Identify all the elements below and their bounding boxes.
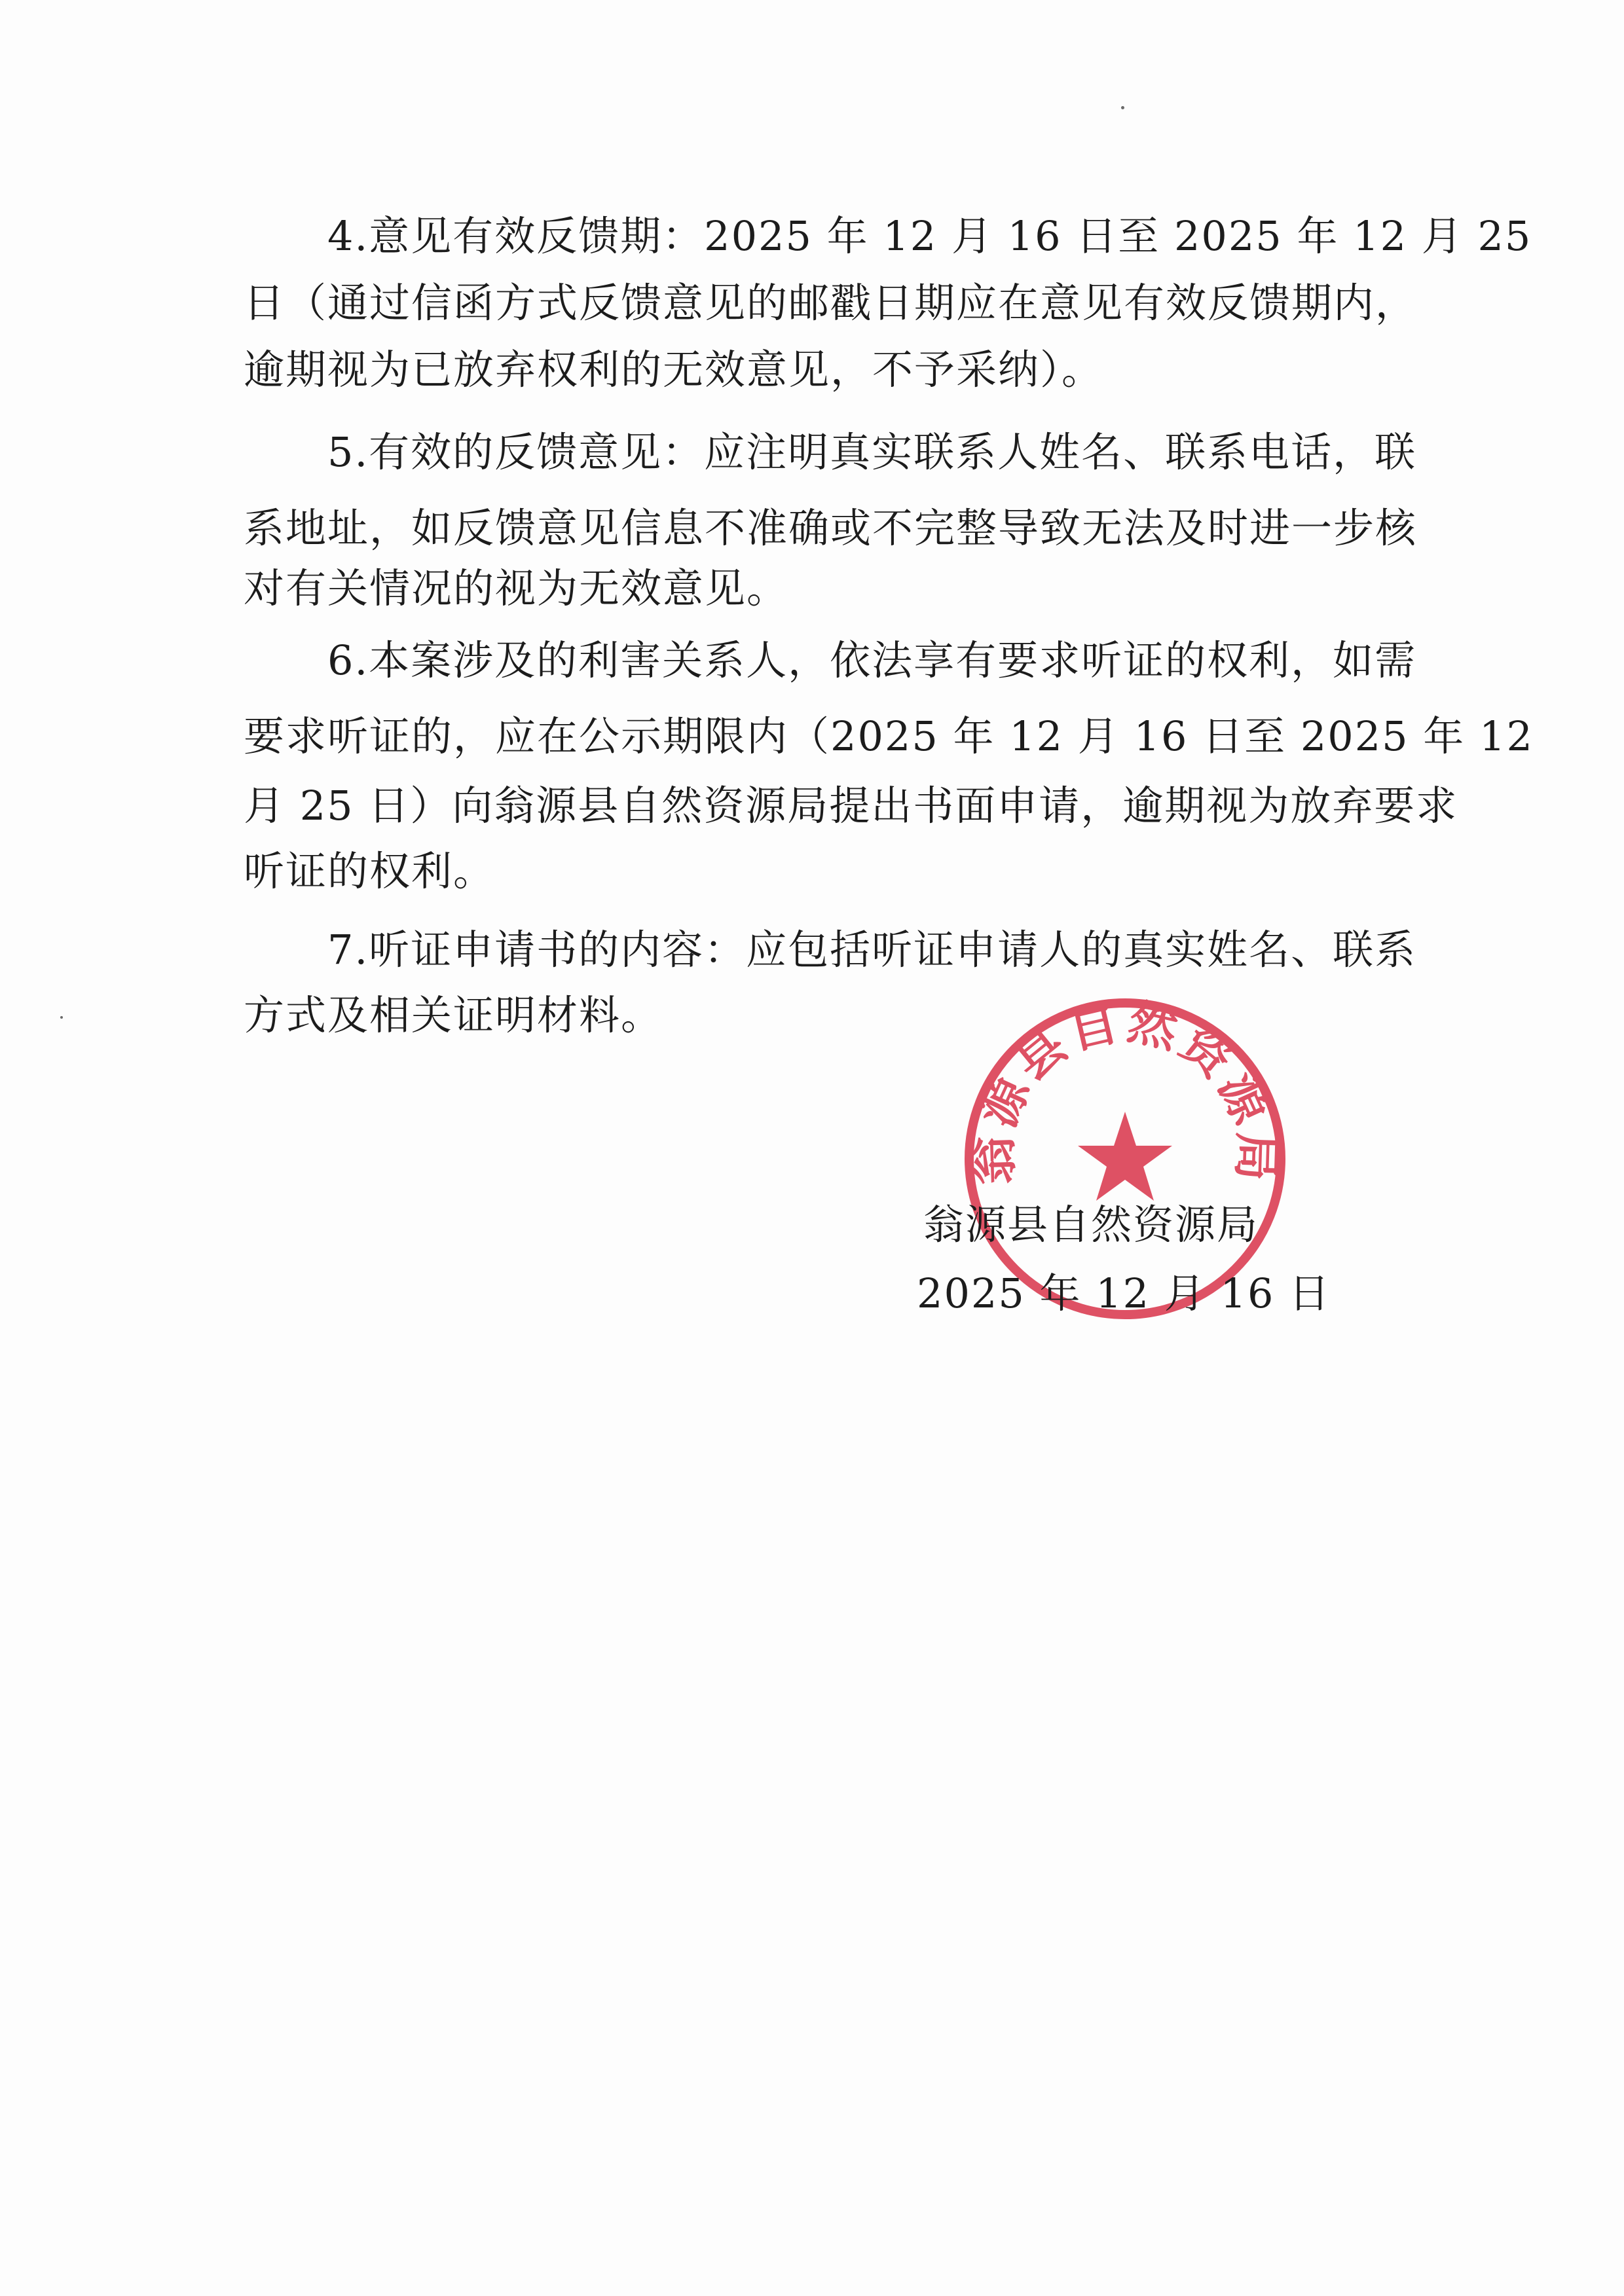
scan-speck [60, 1016, 63, 1019]
para5-line1: 5.有效的反馈意见：应注明真实联系人姓名、联系电话，联 [327, 428, 1417, 476]
signature-org: 翁源县自然资源局 [923, 1201, 1259, 1248]
para6-line3: 月 25 日）向翁源县自然资源局提出书面申请，逾期视为放弃要求 [244, 782, 1458, 829]
seal-star-icon [1078, 1112, 1172, 1201]
signature-date: 2025 年 12 月 16 日 [917, 1269, 1331, 1317]
para6-line4: 听证的权利。 [244, 847, 496, 895]
para7-line2: 方式及相关证明材料。 [244, 991, 663, 1039]
seal-text: 翁源县自然资源局 [965, 995, 1285, 1186]
para4-line3: 逾期视为已放弃权利的无效意见，不予采纳）。 [244, 346, 1104, 393]
para4-line1: 4.意见有效反馈期：2025 年 12 月 16 日至 2025 年 12 月 25 [327, 212, 1532, 260]
para4-line2: 日（通过信函方式反馈意见的邮戳日期应在意见有效反馈期内， [244, 279, 1418, 327]
para5-line2: 系地址，如反馈意见信息不准确或不完整导致无法及时进一步核 [244, 504, 1418, 552]
scan-speck [1121, 106, 1124, 109]
para7-line1: 7.听证申请书的内容：应包括听证申请人的真实姓名、联系 [327, 926, 1417, 974]
para6-line2: 要求听证的，应在公示期限内（2025 年 12 月 16 日至 2025 年 12 [244, 712, 1534, 760]
para6-line1: 6.本案涉及的利害关系人，依法享有要求听证的权利，如需 [327, 636, 1417, 684]
para5-line3: 对有关情况的视为无效意见。 [244, 564, 789, 612]
